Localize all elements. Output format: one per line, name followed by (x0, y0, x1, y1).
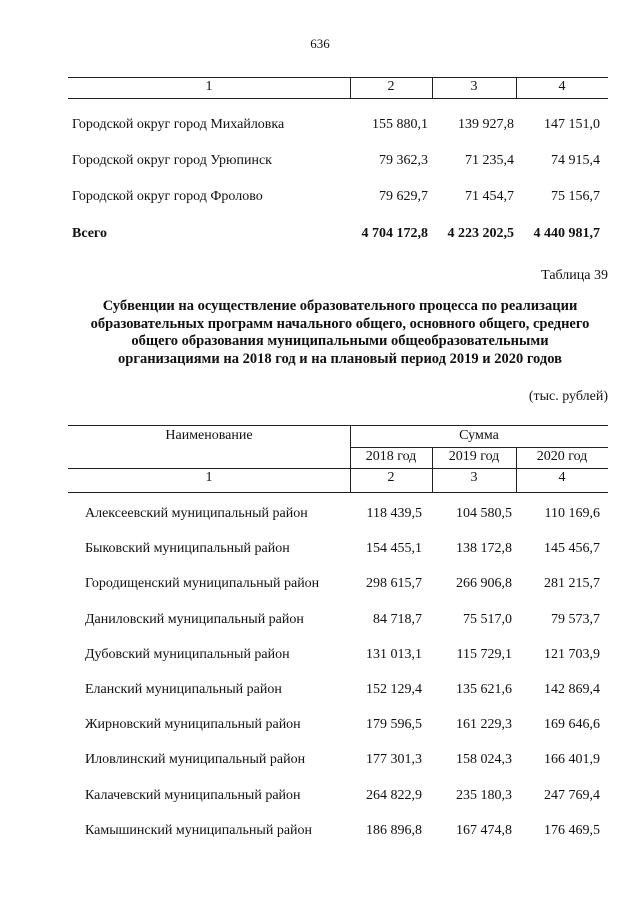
table-row (0, 788, 640, 808)
row-value-2018: 186 896,8 (366, 822, 422, 838)
total-value-2020: 4 440 981,7 (533, 226, 600, 241)
page-number: 636 (310, 36, 330, 51)
header-divider (350, 447, 608, 448)
row-value-2018: 177 301,3 (366, 752, 422, 768)
row-name: Городской округ город Урюпинск (72, 153, 272, 168)
table1-col-4: 4 (558, 79, 566, 94)
table-row (0, 117, 640, 137)
row-value-2020: 121 703,9 (544, 646, 600, 662)
header-divider (516, 447, 517, 492)
table1-col-3: 3 (470, 79, 478, 94)
row-value-2018: 79 629,7 (379, 189, 428, 204)
row-value-2019: 71 454,7 (465, 189, 514, 204)
row-value-2019: 75 517,0 (463, 611, 512, 627)
table-row (0, 506, 640, 526)
row-value-2020: 169 646,6 (544, 717, 600, 733)
header-divider (350, 426, 351, 492)
row-value-2019: 266 906,8 (456, 576, 512, 592)
row-value-2018: 84 718,7 (373, 611, 422, 627)
row-name: Алексеевский муниципальный район (85, 506, 308, 521)
total-label: Всего (72, 226, 107, 241)
header-divider (68, 468, 608, 469)
table-caption: Таблица 39 (541, 268, 608, 283)
total-value-2019: 4 223 202,5 (447, 226, 514, 241)
row-value-2020: 110 169,6 (544, 506, 600, 521)
row-value-2019: 158 024,3 (456, 752, 512, 768)
table-row (0, 153, 640, 173)
row-value-2020: 281 215,7 (544, 576, 600, 592)
header-num-3: 3 (470, 470, 478, 485)
table1-col-1: 1 (205, 79, 213, 94)
row-name: Иловлинский муниципальный район (85, 752, 306, 768)
table-title (60, 298, 620, 368)
row-value-2020: 147 151,0 (544, 117, 600, 132)
row-name: Жирновский муниципальный район (85, 717, 301, 733)
row-value-2018: 131 013,1 (366, 646, 422, 662)
row-value-2019: 71 235,4 (465, 153, 514, 168)
row-value-2020: 79 573,7 (551, 611, 600, 627)
row-value-2019: 115 729,1 (456, 646, 512, 662)
header-num-2: 2 (387, 470, 395, 485)
row-name: Быковский муниципальный район (85, 541, 290, 557)
row-name: Калачевский муниципальный район (85, 787, 301, 803)
title-line: образовательных программ начального общего, основного общего, среднего (90, 315, 590, 332)
row-value-2018: 264 822,9 (366, 787, 422, 803)
total-value-2018: 4 704 172,8 (361, 226, 428, 241)
row-name: Городищенский муниципальный район (85, 576, 320, 592)
units-label: (тыс. рублей) (528, 389, 608, 404)
row-value-2020: 247 769,4 (544, 787, 600, 803)
row-value-2018: 179 596,5 (366, 717, 422, 733)
table-row (0, 717, 640, 737)
row-value-2020: 145 456,7 (544, 541, 600, 557)
header-sum: Сумма (459, 428, 499, 443)
row-value-2018: 118 439,5 (366, 506, 422, 521)
row-value-2019: 167 474,8 (456, 822, 512, 838)
row-name: Городской округ город Михайловка (72, 117, 285, 132)
row-name: Городской округ город Фролово (72, 189, 263, 204)
header-year-2018: 2018 год (365, 449, 417, 464)
table1-col-2: 2 (387, 79, 395, 94)
row-value-2020: 176 469,5 (544, 822, 600, 838)
header-year-2020: 2020 год (536, 449, 588, 464)
row-value-2019: 135 621,6 (456, 682, 512, 697)
row-value-2018: 298 615,7 (366, 576, 422, 592)
table-row (0, 647, 640, 667)
header-num-4: 4 (558, 470, 566, 485)
table2-header (68, 425, 608, 493)
row-value-2020: 75 156,7 (551, 189, 600, 204)
table-row (0, 576, 640, 596)
row-value-2019: 138 172,8 (456, 541, 512, 557)
table-row (0, 752, 640, 772)
header-name: Наименование (165, 428, 253, 443)
row-value-2019: 104 580,5 (456, 506, 512, 521)
row-name: Даниловский муниципальный район (85, 611, 304, 627)
row-name: Дубовский муниципальный район (85, 646, 290, 662)
table-row (0, 823, 640, 843)
row-value-2019: 235 180,3 (456, 787, 512, 803)
row-value-2018: 152 129,4 (366, 682, 422, 697)
title-line: общего образования муниципальными общеобразовательными (131, 333, 549, 349)
row-name: Камышинский муниципальный район (85, 822, 313, 838)
header-divider (432, 447, 433, 492)
table-row (0, 682, 640, 702)
table1-header (68, 77, 608, 99)
header-num-1: 1 (205, 470, 213, 485)
row-name: Еланский муниципальный район (85, 682, 282, 697)
table-row (0, 612, 640, 632)
header-year-2019: 2019 год (448, 449, 500, 464)
table1-total-row (0, 226, 640, 246)
title-line: организациями на 2018 год и на плановый период 2019 и 2020 годов (118, 350, 562, 367)
row-value-2018: 155 880,1 (372, 117, 428, 132)
row-value-2019: 161 229,3 (456, 717, 512, 733)
table-row (0, 189, 640, 209)
table-row (0, 541, 640, 561)
row-value-2019: 139 927,8 (458, 117, 514, 132)
row-value-2018: 79 362,3 (379, 153, 428, 168)
row-value-2018: 154 455,1 (366, 541, 422, 557)
row-value-2020: 74 915,4 (551, 153, 600, 168)
title-line: Субвенции на осуществление образовательного процесса по реализации (102, 298, 578, 314)
row-value-2020: 166 401,9 (544, 752, 600, 768)
row-value-2020: 142 869,4 (544, 682, 600, 697)
